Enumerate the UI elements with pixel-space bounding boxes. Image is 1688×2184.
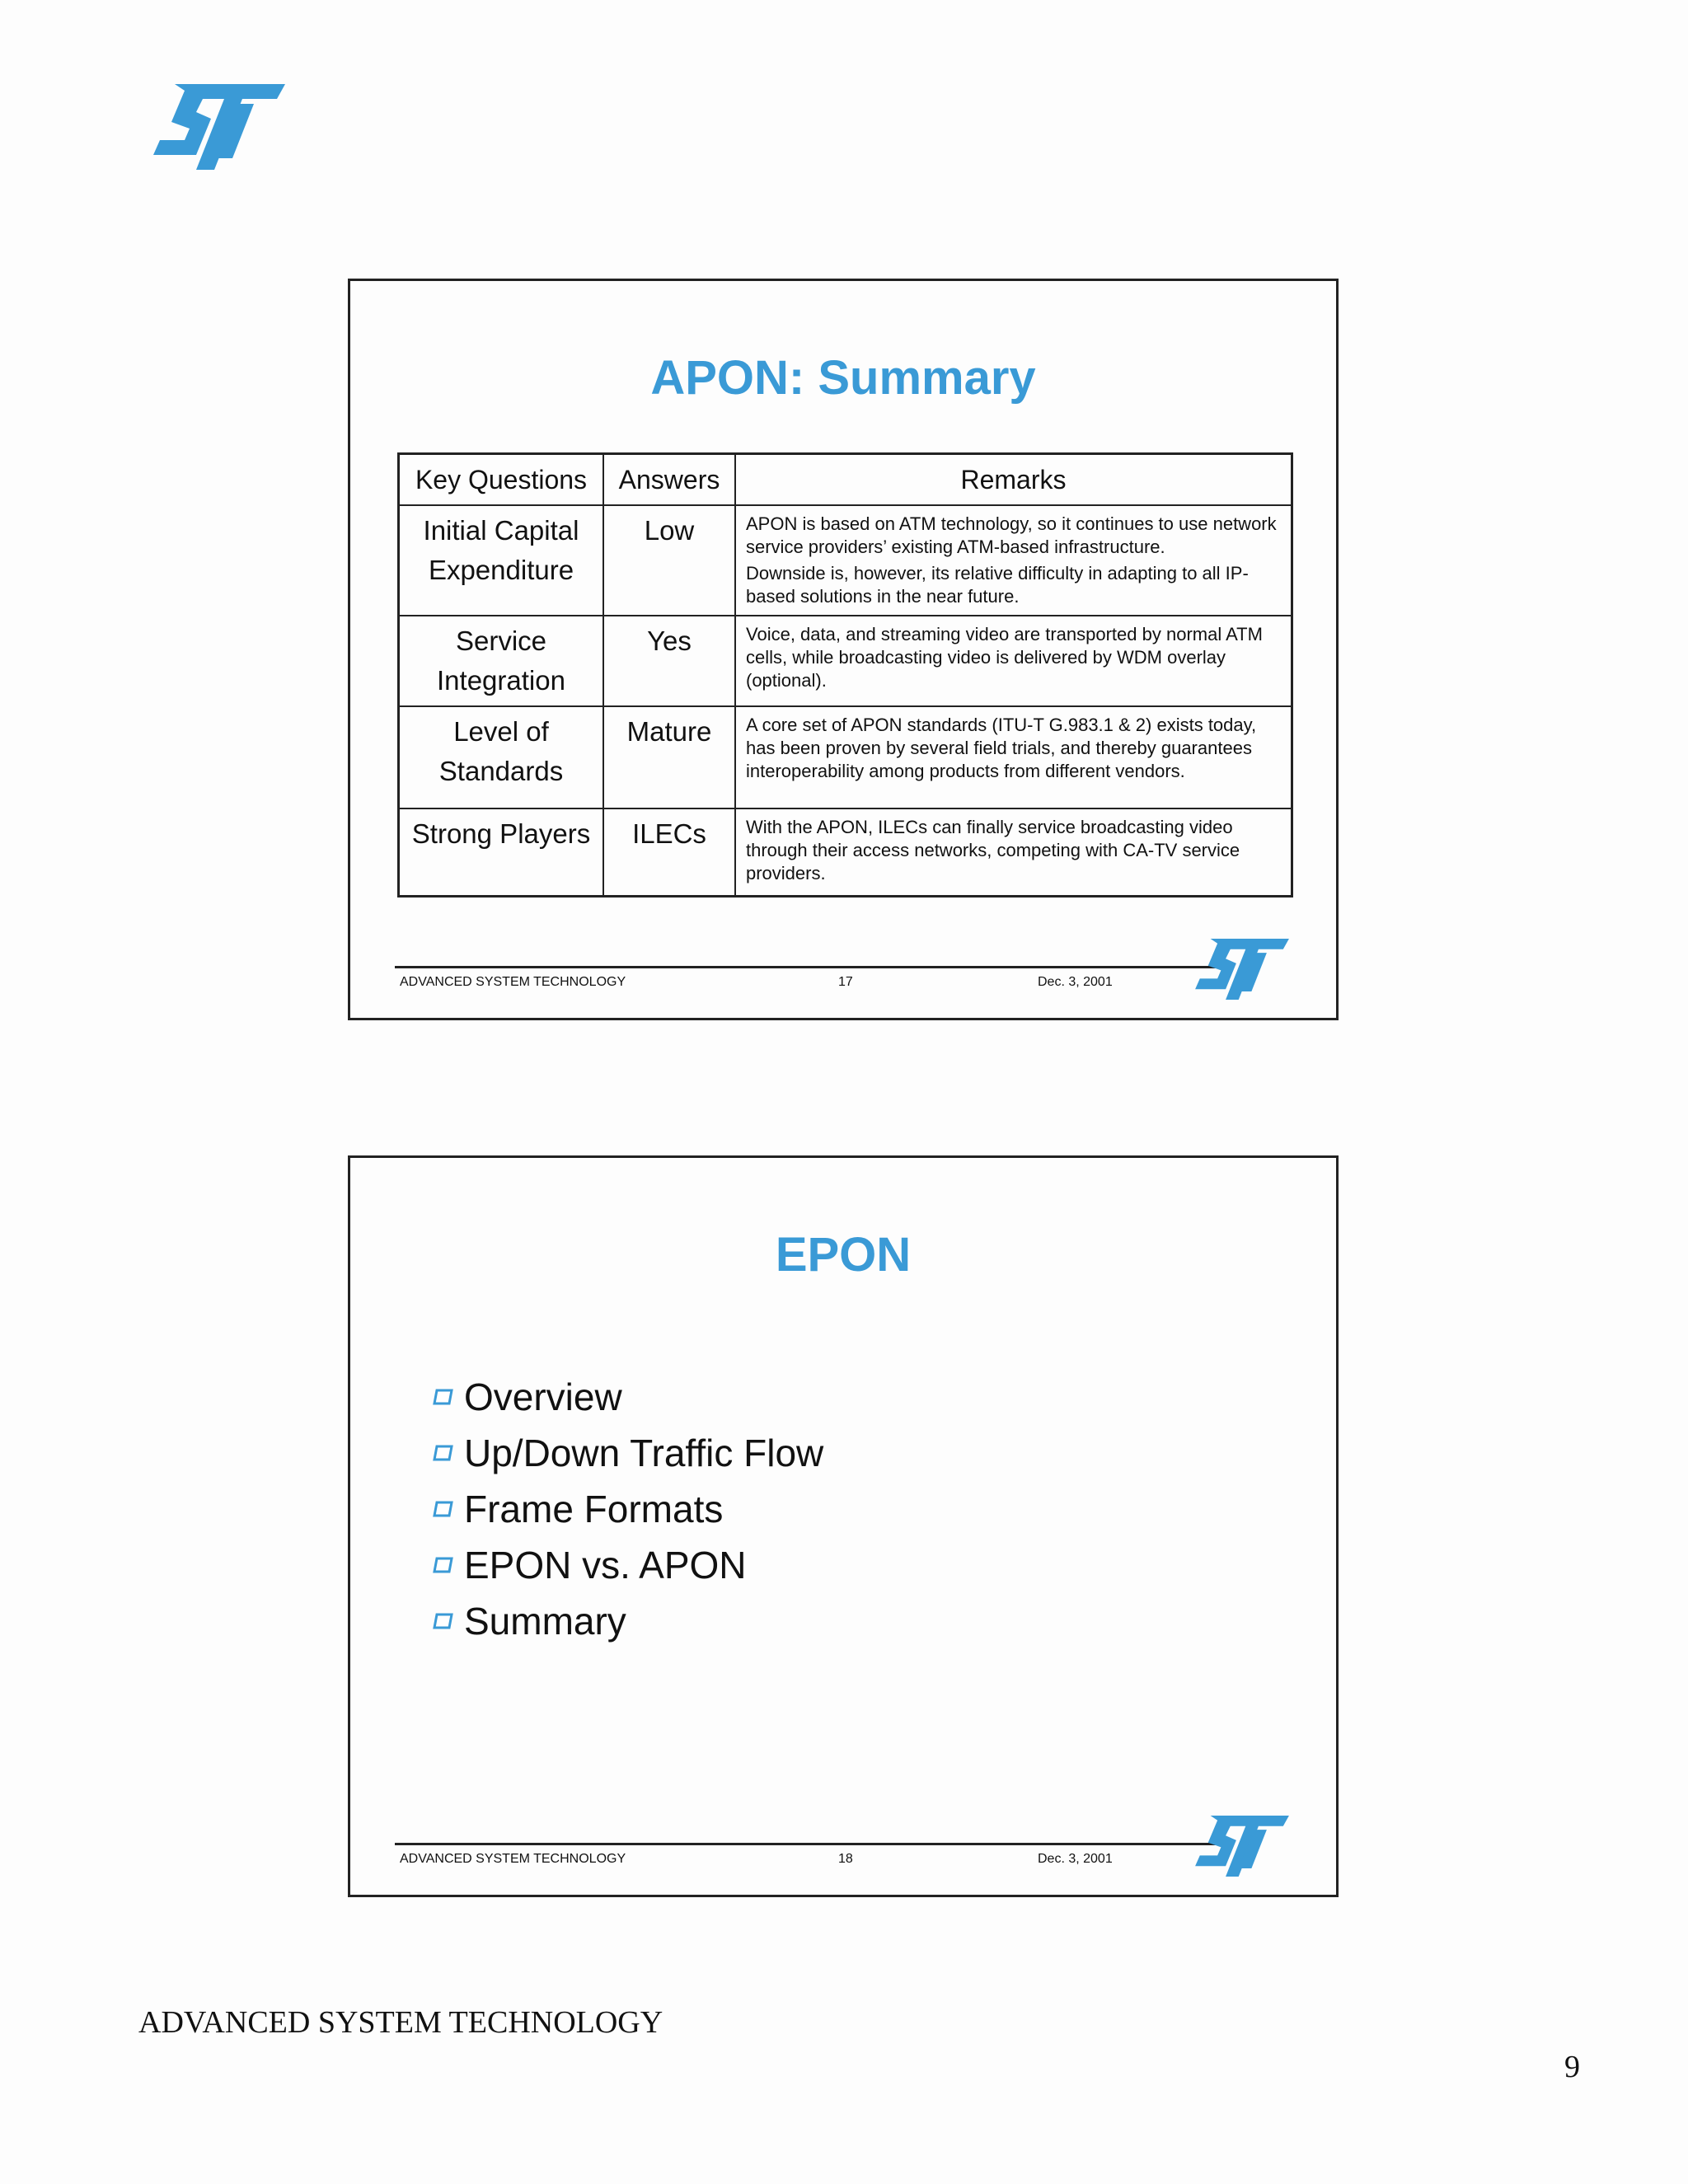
header-remarks: Remarks	[735, 454, 1292, 506]
row-remarks	[735, 616, 1292, 706]
box-bullet-icon	[433, 1612, 454, 1630]
slide-epon	[348, 1155, 1339, 1897]
row-answer: Mature	[603, 706, 735, 808]
header-answers: Answers	[603, 454, 735, 506]
remark-text: A core set of APON standards (ITU-T G.983.1 & 2) exists today, has been proven by several field trials, and thereby guarantees interoperability among products from different vendors.	[746, 715, 1257, 781]
footer-org: ADVANCED SYSTEM TECHNOLOGY	[400, 1852, 626, 1866]
footer-org: ADVANCED SYSTEM TECHNOLOGY	[400, 975, 626, 989]
footer-date: Dec. 3, 2001	[1038, 1852, 1113, 1866]
bullet-text: Frame Formats	[464, 1488, 724, 1530]
row-answer: ILECs	[603, 808, 735, 896]
table-row	[399, 616, 1292, 706]
box-bullet-icon	[433, 1556, 454, 1574]
row-remarks	[735, 706, 1292, 808]
bullet-text: Up/Down Traffic Flow	[464, 1432, 824, 1474]
header-key-questions: Key Questions	[399, 454, 604, 506]
row-remarks	[735, 505, 1292, 616]
remark-text: Voice, data, and streaming video are transported by normal ATM cells, while broadcasting video is delivered by WDM overlay (optional).	[746, 624, 1263, 691]
row-question: Initial Capital Expenditure	[399, 505, 604, 616]
bullet-text: Overview	[464, 1376, 622, 1418]
remark-text: Downside is, however, its relative difficulty in adapting to all IP-based solutions in the near future.	[746, 563, 1249, 607]
slide-apon-summary	[348, 279, 1339, 1020]
row-question: Strong Players	[399, 808, 604, 896]
list-item	[433, 1369, 823, 1425]
box-bullet-icon	[433, 1444, 454, 1462]
bullet-text: Summary	[464, 1600, 626, 1643]
bullet-list	[433, 1369, 823, 1649]
list-item	[433, 1537, 823, 1593]
st-logo	[1194, 1816, 1290, 1877]
remark-text: With the APON, ILECs can finally service broadcasting video through their access networks, competing with CA-TV service providers.	[746, 817, 1240, 883]
row-answer: Yes	[603, 616, 735, 706]
bullet-text: EPON vs. APON	[464, 1544, 747, 1586]
footer-date: Dec. 3, 2001	[1038, 975, 1113, 989]
footer-rule	[395, 966, 1219, 968]
remark-text: APON is based on ATM technology, so it continues to use network service providers’ existing ATM-based infrastructure.	[746, 513, 1277, 557]
row-question: Level of Standards	[399, 706, 604, 808]
row-question: Service Integration	[399, 616, 604, 706]
slide-title: EPON	[775, 1228, 912, 1282]
table-row	[399, 505, 1292, 616]
slide-title: APON: Summary	[650, 351, 1036, 405]
table-row	[399, 808, 1292, 896]
row-answer: Low	[603, 505, 735, 616]
st-logo	[153, 84, 285, 170]
box-bullet-icon	[433, 1500, 454, 1518]
list-item	[433, 1593, 823, 1649]
list-item	[433, 1425, 823, 1481]
box-bullet-icon	[433, 1388, 454, 1406]
footer-slide-number: 18	[838, 1852, 853, 1866]
page-number: 9	[1564, 2050, 1580, 2084]
row-remarks	[735, 808, 1292, 896]
apon-summary-table	[397, 452, 1293, 898]
footer-slide-number: 17	[838, 975, 853, 989]
footer-rule	[395, 1843, 1219, 1845]
table-header-row	[399, 454, 1292, 506]
table-row	[399, 706, 1292, 808]
st-logo	[1194, 939, 1290, 1000]
list-item	[433, 1481, 823, 1537]
page-footer-title: ADVANCED SYSTEM TECHNOLOGY	[138, 2005, 663, 2040]
